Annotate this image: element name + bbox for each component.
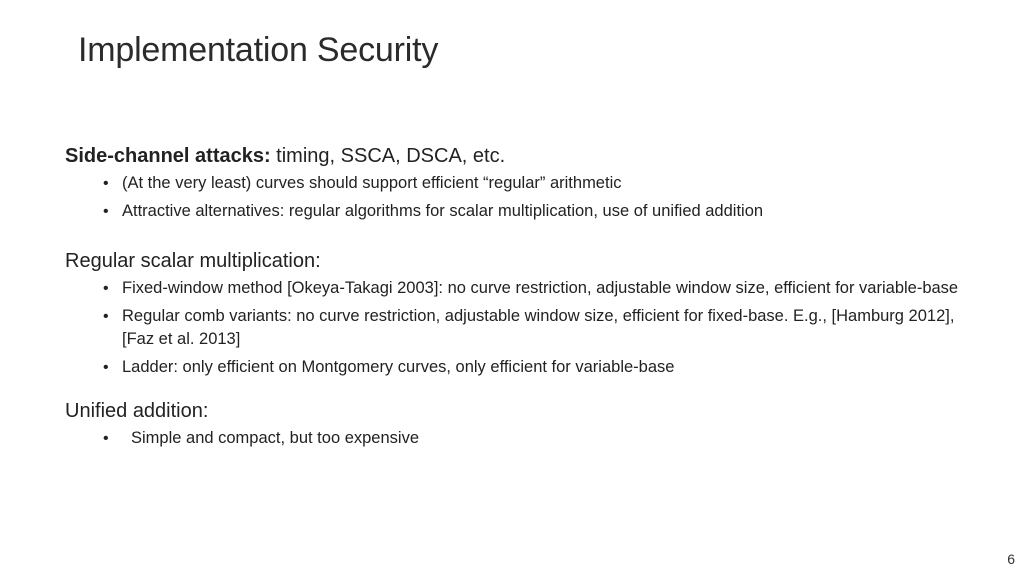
bullet-icon: • [103,308,109,325]
section-side-channel-attacks [65,142,965,223]
bullet-icon: • [103,280,109,297]
bullet-list [65,277,965,379]
bullet-text: Simple and compact, but too expensive [131,429,420,447]
bullet-text: Fixed-window method [Okeya-Takagi 2003]: no curve restriction, adjustable window size, efficient for variable-base [122,279,959,297]
bullet-item [65,305,965,351]
bullet-text: Ladder: only efficient on Montgomery curves, only efficient for variable-base [122,358,675,376]
bullet-icon: • [103,359,109,376]
bullet-icon: • [103,175,109,192]
bullet-icon: • [103,203,109,220]
bullet-item [65,277,965,300]
slide-content [65,142,965,472]
page-number: 6 [1007,551,1015,567]
section-heading: Regular scalar multiplication: [65,250,321,272]
section-heading: Unified addition: [65,400,209,422]
bullet-text: Regular comb variants: no curve restriction, adjustable window size, efficient for fixed-base. E.g., [Hamburg 2012], [Faz et al. 2013] [122,307,955,348]
bullet-item [65,356,965,379]
slide-title: Implementation Security [78,31,439,69]
bullet-text: Attractive alternatives: regular algorithms for scalar multiplication, use of unified addition [122,202,764,220]
section-heading-rest: timing, SSCA, DSCA, etc. [270,145,506,167]
section-regular-scalar-multiplication [65,247,965,379]
bullet-item [65,427,965,450]
bullet-item [65,200,965,223]
bullet-item [65,172,965,195]
section-heading [65,142,965,170]
section-unified-addition [65,397,965,450]
bullet-list [65,427,965,450]
section-heading-bold: Side-channel attacks: [65,145,271,167]
bullet-icon: • [103,430,109,447]
bullet-list [65,172,965,223]
bullet-text: (At the very least) curves should support efficient “regular” arithmetic [122,174,622,192]
